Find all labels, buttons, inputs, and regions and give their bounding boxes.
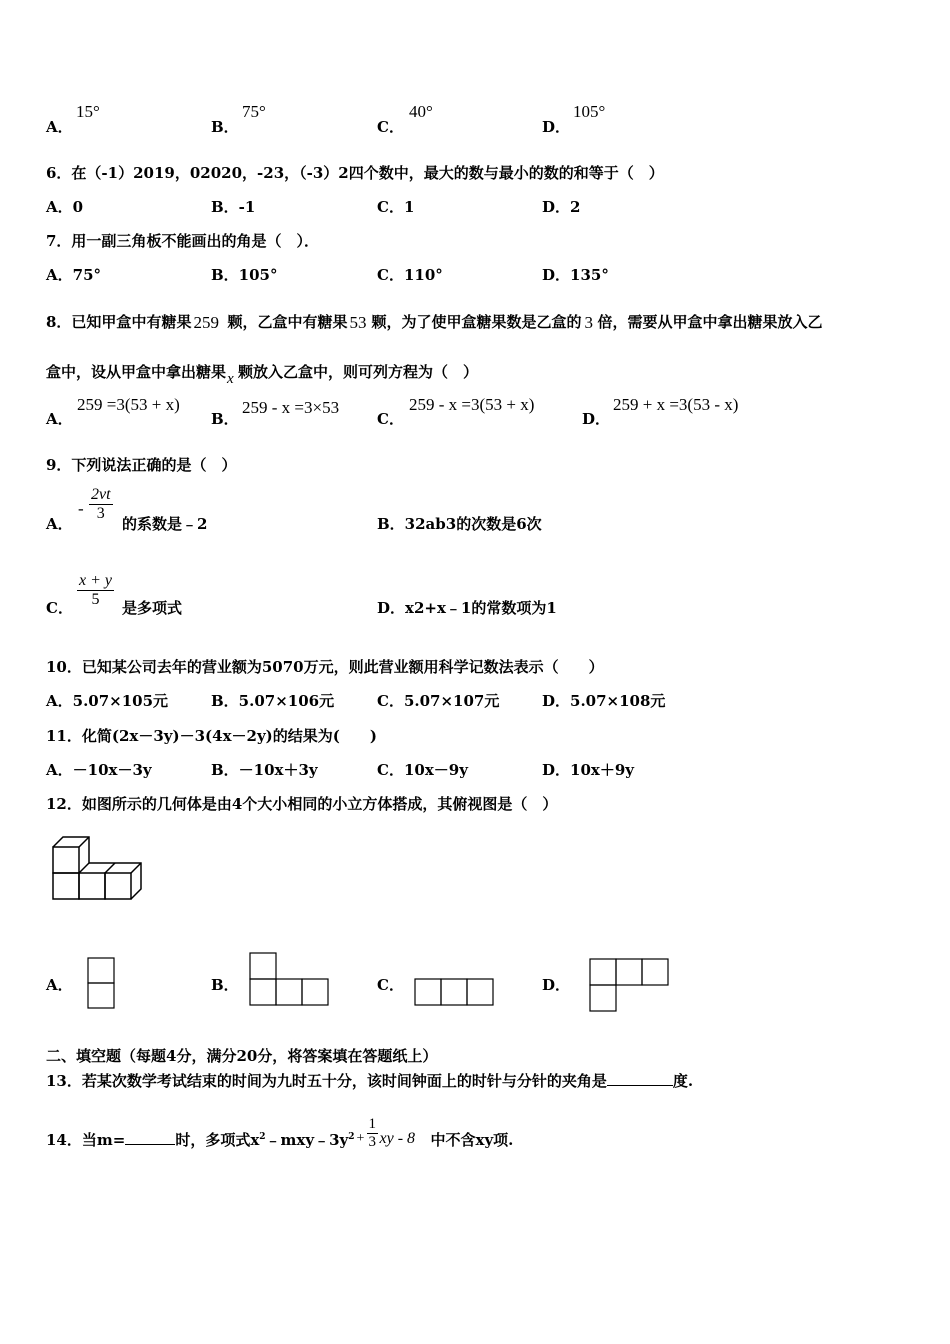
q11-stem: 11．化简(2x－3y)－3(4x－2y)的结果为( ) bbox=[46, 727, 377, 745]
q14-part4: 中不含xy项. bbox=[430, 1131, 514, 1149]
q8-stem-line2 bbox=[46, 361, 479, 387]
q8-option-b-label: B． bbox=[211, 410, 239, 428]
q14-plus: + bbox=[356, 1131, 365, 1146]
q12-figure-bottom-row-top-edge bbox=[89, 863, 141, 899]
q12-option-c-square-1 bbox=[415, 979, 441, 1005]
q12-option-a-square-1 bbox=[88, 958, 114, 983]
q9-option-c-numerator: x + y bbox=[79, 572, 112, 589]
q7-stem: 7．用一副三角板不能画出的角是（ ）． bbox=[46, 232, 319, 250]
q8-option-a-equation: 259 =3(53 + x) bbox=[77, 395, 180, 414]
q7-option-a: A．75° bbox=[46, 266, 102, 284]
q12-option-a-label: A． bbox=[46, 976, 73, 994]
q12-option-d-square-1 bbox=[590, 959, 616, 985]
q9-option-a-sign: - bbox=[78, 499, 84, 518]
q9-option-c-fraction bbox=[77, 572, 114, 609]
q10-option-c: C．5.07×107元 bbox=[377, 692, 500, 710]
q6-option-c: C．1 bbox=[377, 198, 415, 216]
q14-fraction bbox=[367, 1116, 379, 1151]
q9-option-a-label: A． bbox=[46, 515, 73, 533]
q12-option-d-square-2 bbox=[616, 959, 642, 985]
q14-part1: 14．当m= bbox=[46, 1131, 126, 1149]
q9-stem: 9．下列说法正确的是（ ） bbox=[46, 456, 237, 474]
q13-stem-part1: 13．若某次数学考试结束的时间为九时五十分，该时间钟面上的时针与分针的夹角是 bbox=[46, 1072, 607, 1090]
q12-option-b-figure bbox=[248, 951, 330, 1007]
q8-variable-x: x bbox=[227, 371, 234, 387]
q9-option-a-numerator: 2vt bbox=[91, 486, 111, 503]
q9-option-a-fraction bbox=[89, 486, 113, 523]
q8-option-a-label: A． bbox=[46, 410, 73, 428]
q10-option-b: B．5.07×106元 bbox=[211, 692, 335, 710]
q12-solid-figure bbox=[50, 830, 150, 904]
q6-option-d: D．2 bbox=[542, 198, 581, 216]
q14-tail: xy - 8 bbox=[379, 1130, 416, 1147]
q12-option-d-label: D． bbox=[542, 976, 571, 994]
q5-option-a-label: A． bbox=[46, 118, 73, 136]
q7-option-d: D．135° bbox=[542, 266, 609, 284]
q14-denominator: 3 bbox=[368, 1134, 376, 1150]
q12-option-d-square-3 bbox=[642, 959, 668, 985]
q7-option-b: B．105° bbox=[211, 266, 278, 284]
q11-option-b: B．－10x＋3y bbox=[211, 761, 318, 779]
q12-figure-edge-a bbox=[105, 863, 115, 873]
q5-option-d-label: D． bbox=[542, 118, 571, 136]
q12-option-c-figure bbox=[413, 977, 495, 1007]
q13-stem-part2: 度. bbox=[672, 1072, 694, 1090]
q12-option-c-square-2 bbox=[441, 979, 467, 1005]
q9-option-c-text: 是多项式 bbox=[122, 599, 183, 617]
q9-option-b: B．32ab3的次数是6次 bbox=[377, 515, 542, 533]
q12-option-a-figure bbox=[86, 956, 116, 1010]
q5-option-b-label: B． bbox=[211, 118, 239, 136]
q5-option-a-value: 15° bbox=[76, 102, 100, 121]
q12-figure-edge-b bbox=[131, 863, 141, 873]
section-fill-in-title: 二、填空题（每题4分，满分20分，将答案填在答题纸上） bbox=[46, 1047, 438, 1065]
q8-number-53: 53 bbox=[349, 313, 367, 332]
q11-option-a: A．－10x－3y bbox=[46, 761, 152, 779]
q14-numerator: 1 bbox=[368, 1116, 376, 1132]
q6-option-b: B．-1 bbox=[211, 198, 256, 216]
q7-option-c: C．110° bbox=[377, 266, 443, 284]
q10-stem: 10．已知某公司去年的营业额为5070万元，则此营业额用科学记数法表示（ ） bbox=[46, 658, 604, 676]
q12-option-c-label: C． bbox=[377, 976, 404, 994]
q8-option-c-label: C． bbox=[377, 410, 404, 428]
q6-option-a: A．0 bbox=[46, 198, 84, 216]
q8-stem-line2-part2: 颗放入乙盒中，则可列方程为（ ） bbox=[238, 363, 479, 381]
q12-stem: 12．如图所示的几何体是由4个大小相同的小立方体搭成，其俯视图是（ ） bbox=[46, 795, 558, 813]
q5-option-c-label: C． bbox=[377, 118, 404, 136]
q8-stem-line2-part1: 盒中，设从甲盒中拿出糖果 bbox=[46, 363, 227, 381]
q8-number-3: 3 bbox=[584, 313, 593, 332]
q5-option-c-value: 40° bbox=[409, 102, 433, 121]
q12-option-b-label: B． bbox=[211, 976, 239, 994]
q8-option-d-equation: 259 + x =3(53 - x) bbox=[613, 395, 739, 414]
q8-stem-part1: 8．已知甲盒中有糖果 bbox=[46, 313, 192, 331]
q8-number-259: 259 bbox=[193, 313, 219, 332]
q12-option-b-square-1 bbox=[250, 979, 276, 1005]
q14-part2: 时，多项式x bbox=[175, 1131, 260, 1149]
q8-stem-part4: 倍，需要从甲盒中拿出糖果放入乙 bbox=[597, 313, 823, 331]
q8-option-b-equation: 259 - x =3×53 bbox=[242, 398, 340, 417]
q12-option-d-square-bottom bbox=[590, 985, 616, 1011]
q8-option-d-label: D． bbox=[582, 410, 611, 428]
q12-option-b-square-top bbox=[250, 953, 276, 979]
q14-stem: 14．当m= 时，多项式$x^2﹣mxy﹣3y^2$ + $\frac{1}{3}$ xy - 8 中不含xy项. bbox=[46, 1116, 514, 1150]
q12-figure-bottom-cube-3 bbox=[105, 873, 131, 899]
q9-option-c-denominator: 5 bbox=[91, 591, 100, 608]
q12-option-c-square-3 bbox=[467, 979, 493, 1005]
q8-stem-part3: 颗，为了使甲盒糖果数是乙盒的 bbox=[371, 313, 582, 331]
q14-part3: ﹣mxy﹣3y bbox=[265, 1131, 349, 1149]
q9-option-a-text: 的系数是﹣2 bbox=[122, 515, 208, 533]
q12-option-b-square-3 bbox=[302, 979, 328, 1005]
q12-figure-bottom-cube-1 bbox=[53, 873, 79, 899]
q11-option-c: C．10x－9y bbox=[377, 761, 468, 779]
q10-option-d: D．5.07×108元 bbox=[542, 692, 666, 710]
q12-figure-top-cube-front bbox=[53, 847, 79, 873]
q8-stem-line1 bbox=[46, 311, 823, 332]
q9-option-a-denominator: 3 bbox=[96, 505, 105, 522]
q11-option-d: D．10x＋9y bbox=[542, 761, 634, 779]
q10-option-a: A．5.07×105元 bbox=[46, 692, 169, 710]
q14-answer-blank[interactable] bbox=[125, 1144, 175, 1145]
q8-stem-part2: 颗，乙盒中有糖果 bbox=[227, 313, 348, 331]
q12-option-b-square-2 bbox=[276, 979, 302, 1005]
q9-option-d: D．x2+x﹣1的常数项为1 bbox=[377, 599, 557, 617]
q5-option-d-value: 105° bbox=[573, 102, 606, 121]
q8-option-c-equation: 259 - x =3(53 + x) bbox=[409, 395, 535, 414]
q9-option-c-label: C． bbox=[46, 599, 73, 617]
q6-stem: 6．在（-1）2019，02020，-23，（-3）2四个数中，最大的数与最小的数的和等于（ ） bbox=[46, 164, 664, 182]
q13-answer-blank[interactable] bbox=[607, 1085, 673, 1086]
q5-option-b-value: 75° bbox=[242, 102, 266, 121]
q12-option-d-figure bbox=[588, 957, 670, 1013]
q13-stem bbox=[46, 1070, 693, 1091]
q12-option-a-square-2 bbox=[88, 983, 114, 1008]
q12-figure-bottom-cube-2 bbox=[79, 873, 105, 899]
q12-figure-top-cube-edge bbox=[79, 837, 89, 847]
